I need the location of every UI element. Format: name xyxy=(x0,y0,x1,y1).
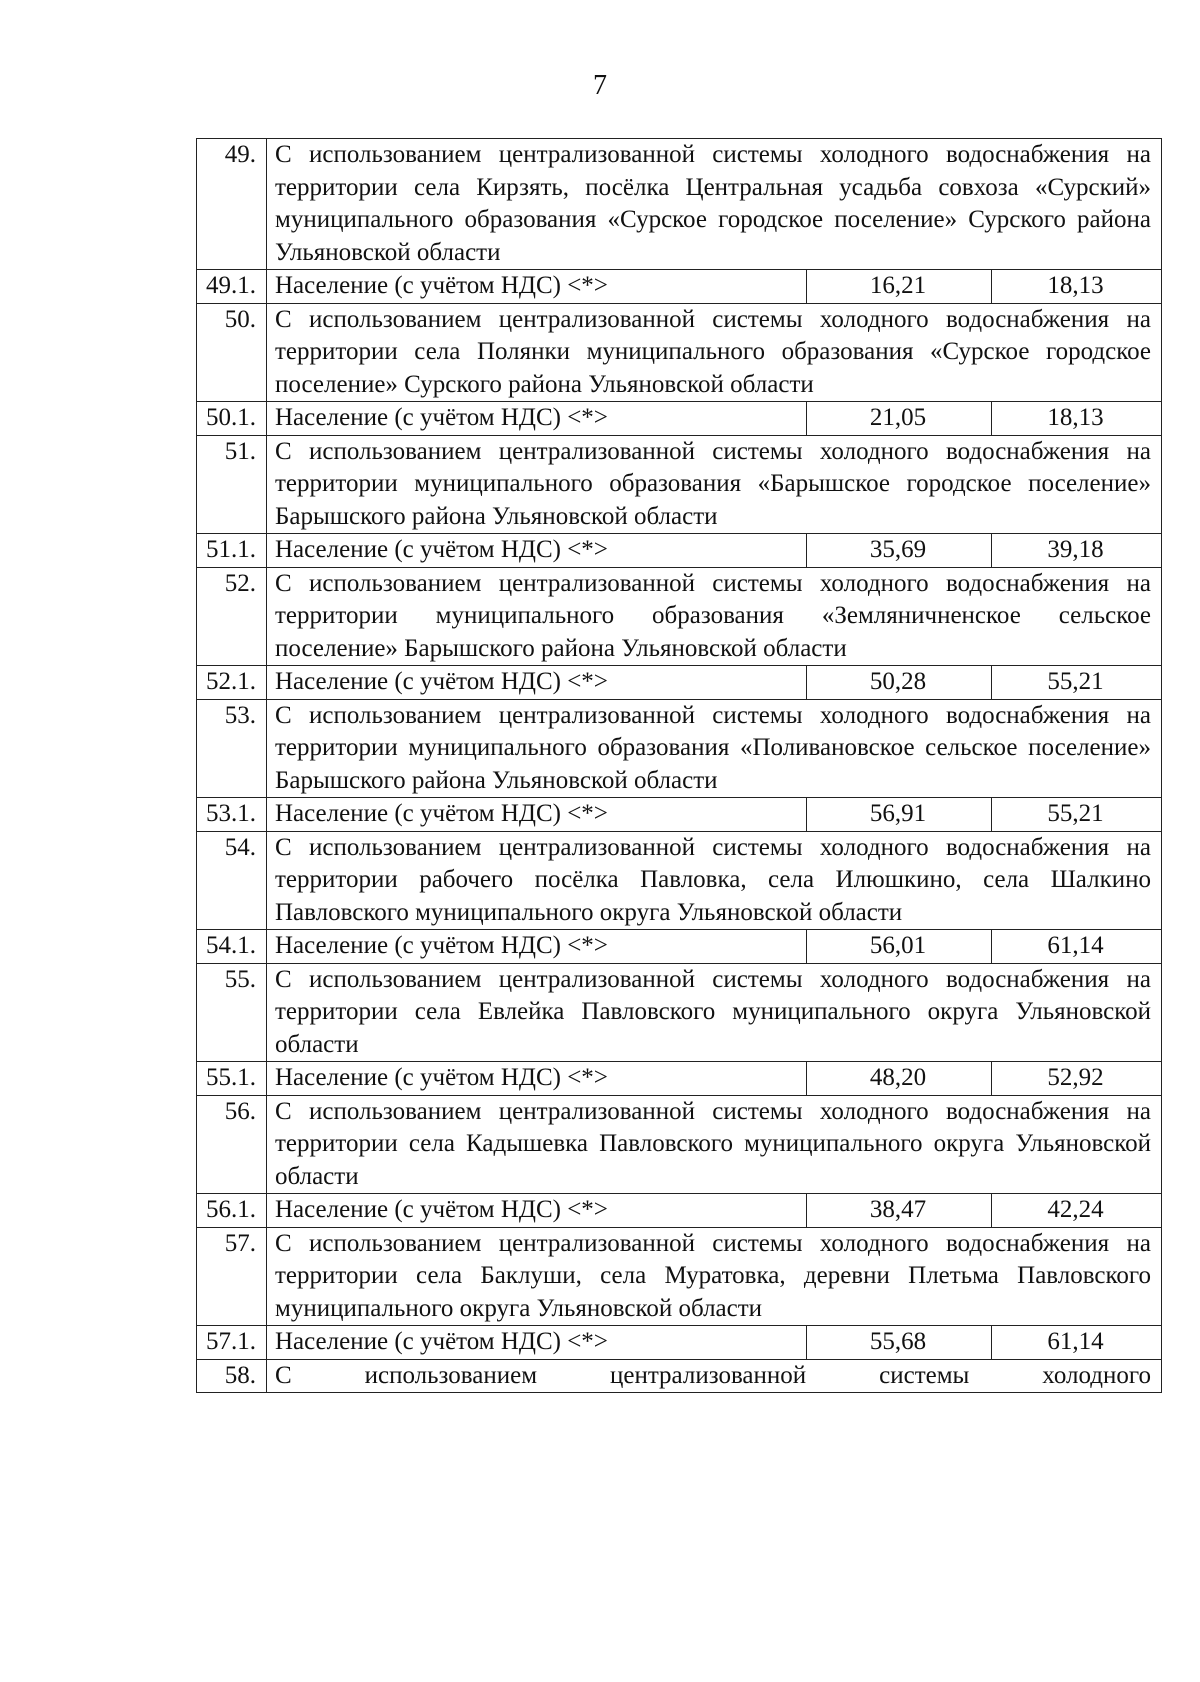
section-row xyxy=(197,1095,1162,1194)
row-number: 50. xyxy=(197,303,267,402)
consumer-category: Население (с учётом НДС) <*> xyxy=(267,270,807,304)
tariff-value-first: 16,21 xyxy=(806,270,991,304)
row-number: 54. xyxy=(197,831,267,930)
row-description: С использованием централизованной системы холодного водоснабжения на территории села Кадышевка Павловского муниципального округа Ульяновской области xyxy=(267,1095,1162,1194)
consumer-category: Население (с учётом НДС) <*> xyxy=(267,1194,807,1228)
row-description: С использованием централизованной системы холодного водоснабжения на территории муниципального образования «Барышское городское поселение» Барышского района Ульяновской области xyxy=(267,435,1162,534)
tariff-value-second: 18,13 xyxy=(991,270,1161,304)
row-number: 55. xyxy=(197,963,267,1062)
tariff-value-second: 55,21 xyxy=(991,666,1161,700)
consumer-category: Население (с учётом НДС) <*> xyxy=(267,534,807,568)
tariff-value-first: 48,20 xyxy=(806,1062,991,1096)
section-row xyxy=(197,1359,1162,1393)
tariff-value-first: 50,28 xyxy=(806,666,991,700)
tariff-table xyxy=(196,138,1162,1393)
tariff-row xyxy=(197,1194,1162,1228)
section-row xyxy=(197,435,1162,534)
tariff-row xyxy=(197,798,1162,832)
section-row xyxy=(197,139,1162,270)
row-number: 54.1. xyxy=(197,930,267,964)
tariff-value-second: 61,14 xyxy=(991,1326,1161,1360)
section-row xyxy=(197,303,1162,402)
row-description: С использованием централизованной системы холодного водоснабжения на территории села Евлейка Павловского муниципального округа Ульяновской области xyxy=(267,963,1162,1062)
row-number: 56.1. xyxy=(197,1194,267,1228)
row-number: 53.1. xyxy=(197,798,267,832)
row-number: 58. xyxy=(197,1359,267,1393)
section-row xyxy=(197,831,1162,930)
tariff-value-first: 56,91 xyxy=(806,798,991,832)
row-number: 49. xyxy=(197,139,267,270)
row-number: 52.1. xyxy=(197,666,267,700)
section-row xyxy=(197,1227,1162,1326)
section-row xyxy=(197,699,1162,798)
row-description: С использованием централизованной системы холодного водоснабжения на территории муниципального образования «Поливановское сельское поселение» Барышского района Ульяновской области xyxy=(267,699,1162,798)
row-number: 51. xyxy=(197,435,267,534)
consumer-category: Население (с учётом НДС) <*> xyxy=(267,1062,807,1096)
row-description: С использованием централизованной системы холодного xyxy=(267,1359,1162,1393)
tariff-row xyxy=(197,402,1162,436)
consumer-category: Население (с учётом НДС) <*> xyxy=(267,402,807,436)
row-description: С использованием централизованной системы холодного водоснабжения на территории села Полянки муниципального образования «Сурское городское поселение» Сурского района Ульяновской области xyxy=(267,303,1162,402)
row-number: 56. xyxy=(197,1095,267,1194)
tariff-value-second: 42,24 xyxy=(991,1194,1161,1228)
row-number: 57.1. xyxy=(197,1326,267,1360)
tariff-row xyxy=(197,1326,1162,1360)
consumer-category: Население (с учётом НДС) <*> xyxy=(267,798,807,832)
section-row xyxy=(197,963,1162,1062)
tariff-value-second: 55,21 xyxy=(991,798,1161,832)
tariff-value-first: 21,05 xyxy=(806,402,991,436)
tariff-value-first: 56,01 xyxy=(806,930,991,964)
tariff-row xyxy=(197,666,1162,700)
row-number: 49.1. xyxy=(197,270,267,304)
tariff-value-first: 55,68 xyxy=(806,1326,991,1360)
row-number: 52. xyxy=(197,567,267,666)
consumer-category: Население (с учётом НДС) <*> xyxy=(267,930,807,964)
tariff-value-second: 18,13 xyxy=(991,402,1161,436)
tariff-row xyxy=(197,930,1162,964)
consumer-category: Население (с учётом НДС) <*> xyxy=(267,1326,807,1360)
consumer-category: Население (с учётом НДС) <*> xyxy=(267,666,807,700)
tariff-row xyxy=(197,1062,1162,1096)
tariff-value-second: 61,14 xyxy=(991,930,1161,964)
tariff-value-first: 35,69 xyxy=(806,534,991,568)
row-number: 50.1. xyxy=(197,402,267,436)
tariff-value-second: 52,92 xyxy=(991,1062,1161,1096)
row-description: С использованием централизованной системы холодного водоснабжения на территории села Кирзять, посёлка Центральная усадьба совхоза «Сурский» муниципального образования «Сурское городское поселение» Сурского района Ульяновской области xyxy=(267,139,1162,270)
tariff-value-first: 38,47 xyxy=(806,1194,991,1228)
page-number: 7 xyxy=(593,70,607,101)
row-description: С использованием централизованной системы холодного водоснабжения на территории села Баклуши, села Муратовка, деревни Плетьма Павловского муниципального округа Ульяновской области xyxy=(267,1227,1162,1326)
row-number: 53. xyxy=(197,699,267,798)
row-description: С использованием централизованной системы холодного водоснабжения на территории муниципального образования «Земляничненское сельское поселение» Барышского района Ульяновской области xyxy=(267,567,1162,666)
tariff-row xyxy=(197,534,1162,568)
tariff-row xyxy=(197,270,1162,304)
tariff-value-second: 39,18 xyxy=(991,534,1161,568)
row-number: 57. xyxy=(197,1227,267,1326)
row-number: 55.1. xyxy=(197,1062,267,1096)
section-row xyxy=(197,567,1162,666)
row-number: 51.1. xyxy=(197,534,267,568)
row-description: С использованием централизованной системы холодного водоснабжения на территории рабочего посёлка Павловка, села Илюшкино, села Шалкино Павловского муниципального округа Ульяновской области xyxy=(267,831,1162,930)
tariff-table-body xyxy=(197,139,1162,1393)
